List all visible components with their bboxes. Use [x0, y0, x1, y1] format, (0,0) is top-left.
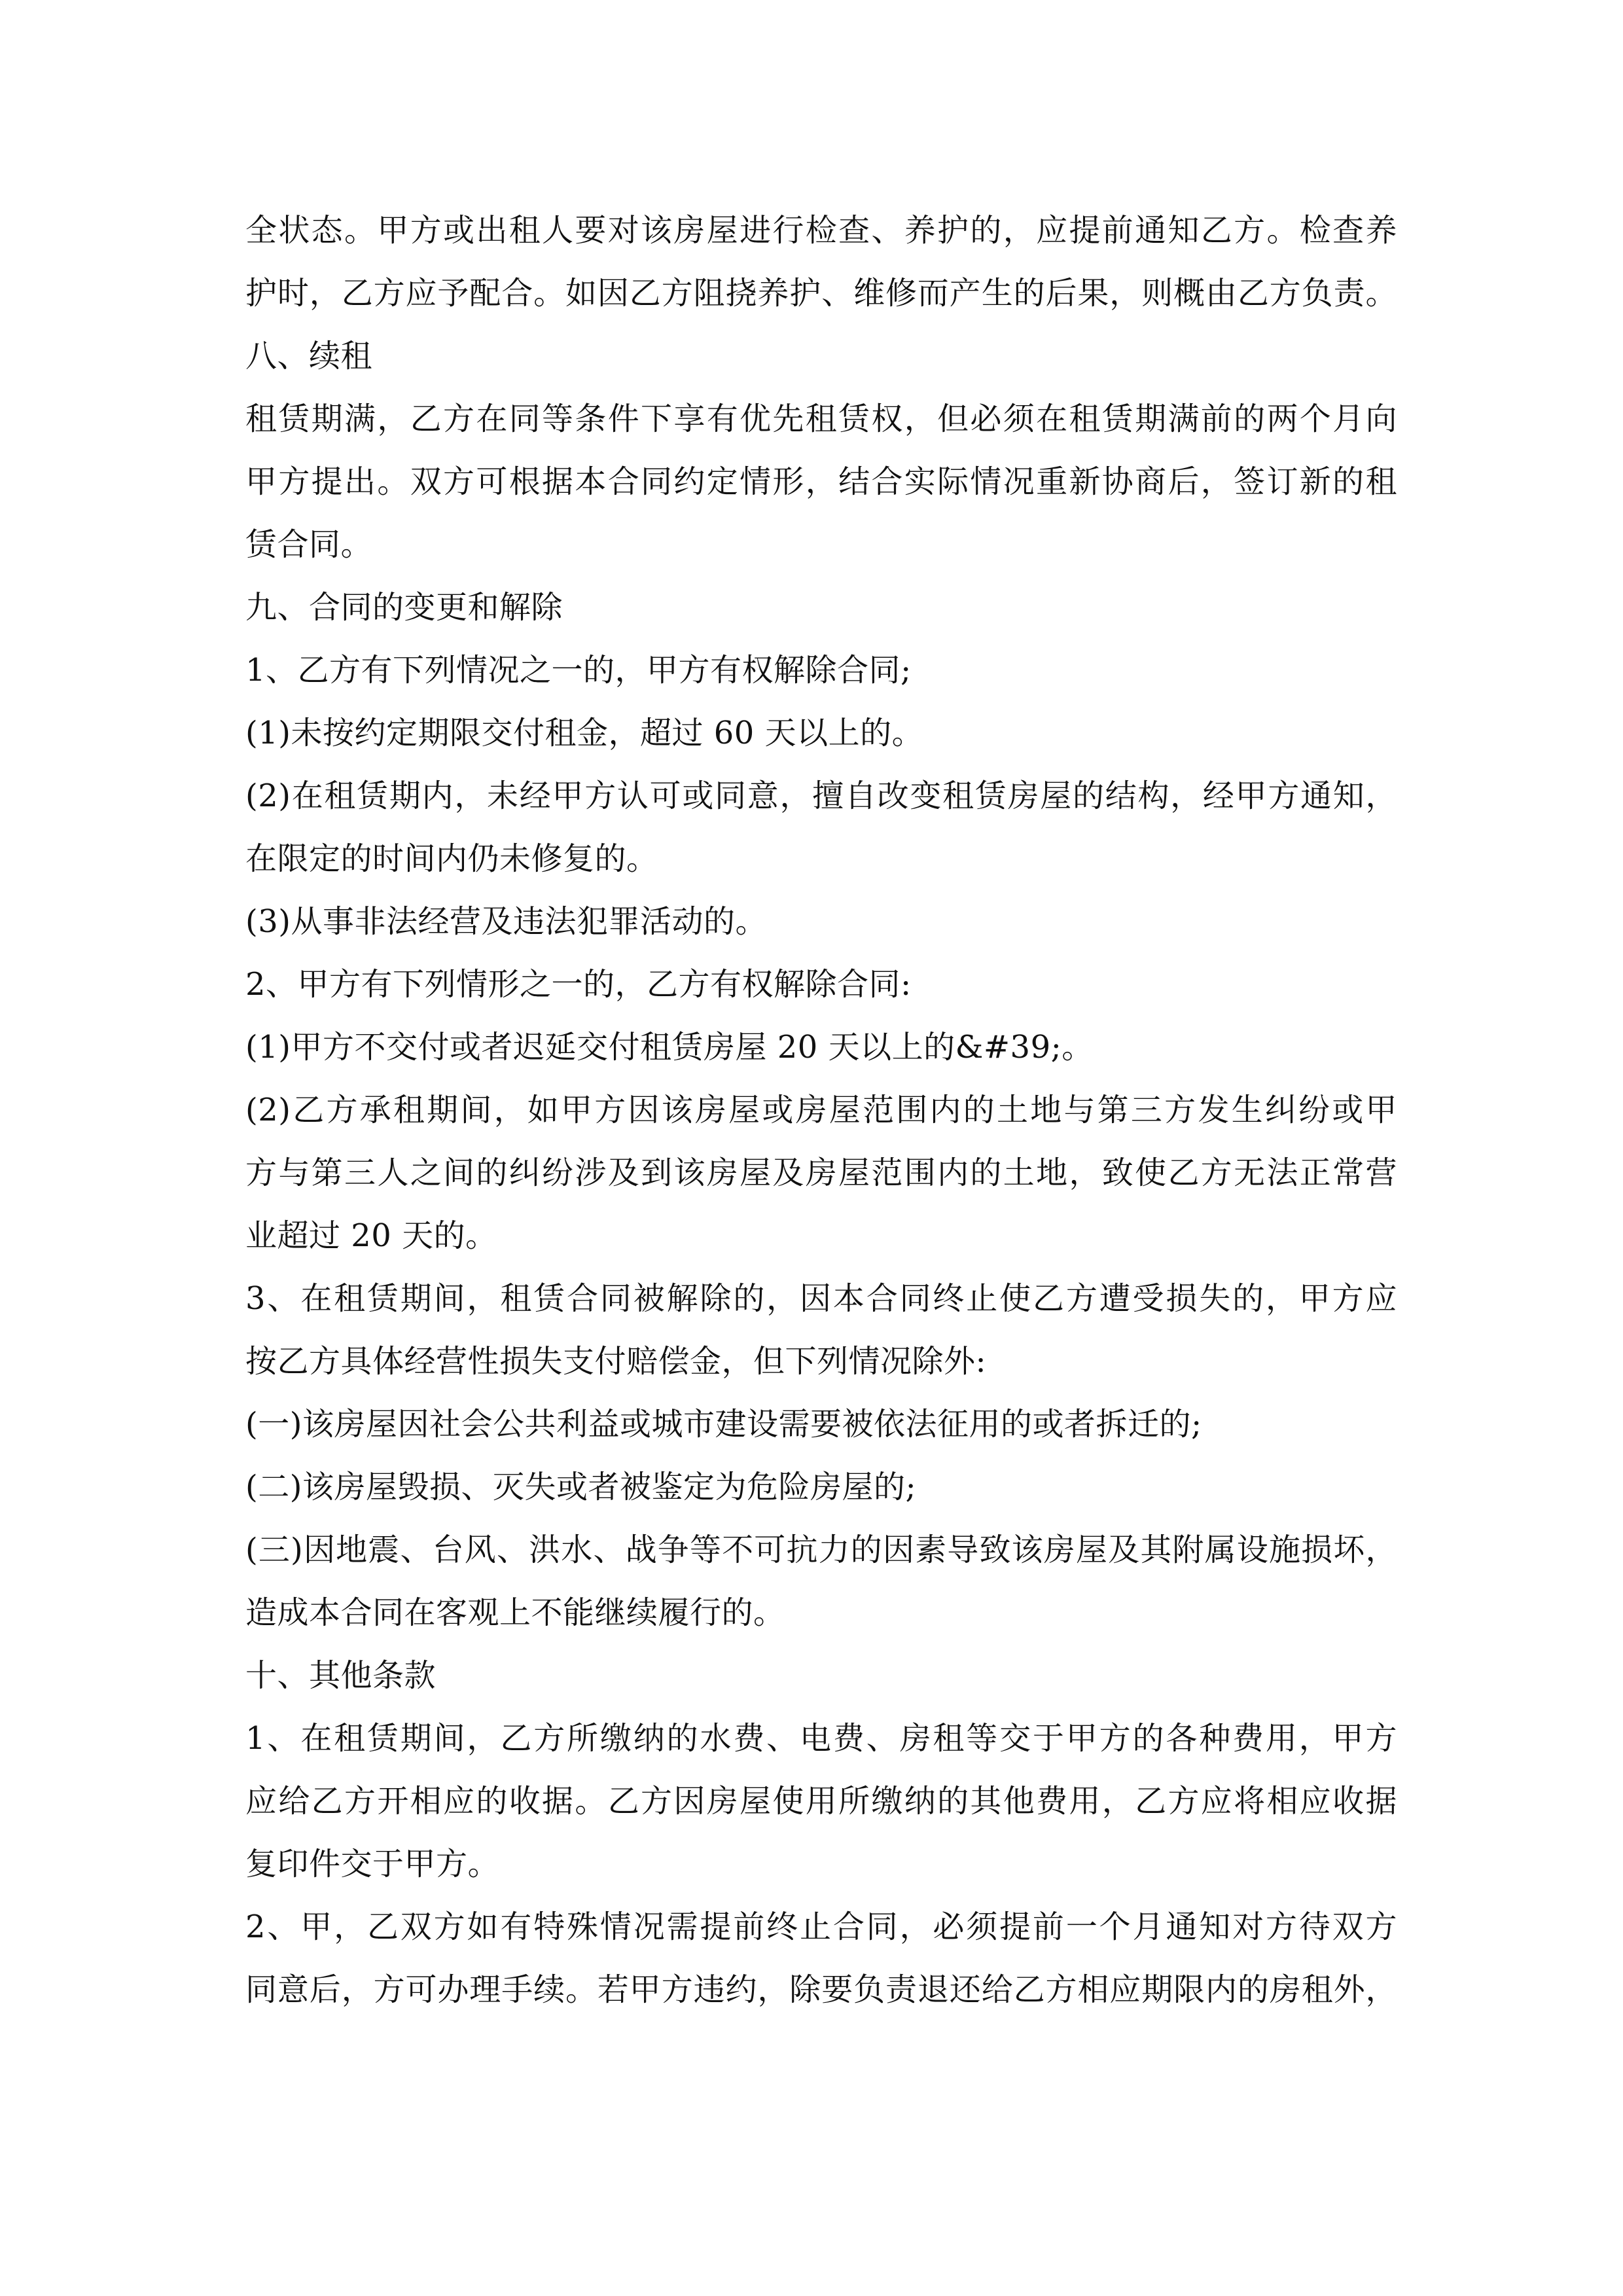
text-line: 甲方提出。双方可根据本合同约定情形，结合实际情况重新协商后，签订新的租 [245, 463, 1397, 500]
text-line: 在限定的时间内仍未修复的。 [245, 840, 658, 877]
text-line: 按乙方具体经营性损失支付赔偿金，但下列情况除外: [245, 1343, 987, 1380]
text-line: 同意后，方可办理手续。若甲方违约，除要负责退还给乙方相应期限内的房租外， [245, 1971, 1397, 2008]
text-line: 赁合同。 [245, 526, 373, 563]
text-line: (1)甲方不交付或者迟延交付租赁房屋 20 天以上的&#39;。 [245, 1029, 1094, 1066]
text-line: 复印件交于甲方。 [245, 1846, 500, 1882]
text-line: 租赁期满，乙方在同等条件下享有优先租赁权，但必须在租赁期满前的两个月向 [245, 401, 1397, 437]
text-line: (一)该房屋因社会公共利益或城市建设需要被依法征用的或者拆迁的; [245, 1406, 1202, 1443]
section-heading-change-termination: 九、合同的变更和解除 [245, 589, 563, 626]
text-line: 3、在租赁期间，租赁合同被解除的，因本合同终止使乙方遭受损失的，甲方应 [245, 1280, 1397, 1317]
text-line: 1、乙方有下列情况之一的，甲方有权解除合同; [245, 652, 912, 689]
text-line: 全状态。甲方或出租人要对该房屋进行检查、养护的，应提前通知乙方。检查养 [245, 212, 1397, 249]
section-heading-other-terms: 十、其他条款 [245, 1657, 437, 1694]
section-heading-renewal: 八、续租 [245, 338, 373, 374]
text-line: (2)在租赁期内，未经甲方认可或同意，擅自改变租赁房屋的结构，经甲方通知， [245, 778, 1397, 814]
text-line: 业超过 20 天的。 [245, 1217, 497, 1254]
text-line: (三)因地震、台风、洪水、战争等不可抗力的因素导致该房屋及其附属设施损坏， [245, 1532, 1397, 1568]
text-line: (3)从事非法经营及违法犯罪活动的。 [245, 903, 767, 940]
text-line: 造成本合同在客观上不能继续履行的。 [245, 1594, 785, 1631]
text-line: (2)乙方承租期间，如甲方因该房屋或房屋范围内的土地与第三方发生纠纷或甲 [245, 1092, 1397, 1128]
text-line: 1、在租赁期间，乙方所缴纳的水费、电费、房租等交于甲方的各种费用，甲方 [245, 1720, 1397, 1757]
text-line: 方与第三人之间的纠纷涉及到该房屋及房屋范围内的土地，致使乙方无法正常营 [245, 1155, 1397, 1191]
text-line: 应给乙方开相应的收据。乙方因房屋使用所缴纳的其他费用，乙方应将相应收据 [245, 1783, 1397, 1820]
text-line: 2、甲，乙双方如有特殊情况需提前终止合同，必须提前一个月通知对方待双方 [245, 1909, 1397, 1945]
text-line: (1)未按约定期限交付租金，超过 60 天以上的。 [245, 715, 924, 751]
text-line: 护时，乙方应予配合。如因乙方阻挠养护、维修而产生的后果，则概由乙方负责。 [245, 275, 1397, 312]
text-line: (二)该房屋毁损、灭失或者被鉴定为危险房屋的; [245, 1469, 917, 1505]
text-line: 2、甲方有下列情形之一的，乙方有权解除合同: [245, 966, 912, 1003]
